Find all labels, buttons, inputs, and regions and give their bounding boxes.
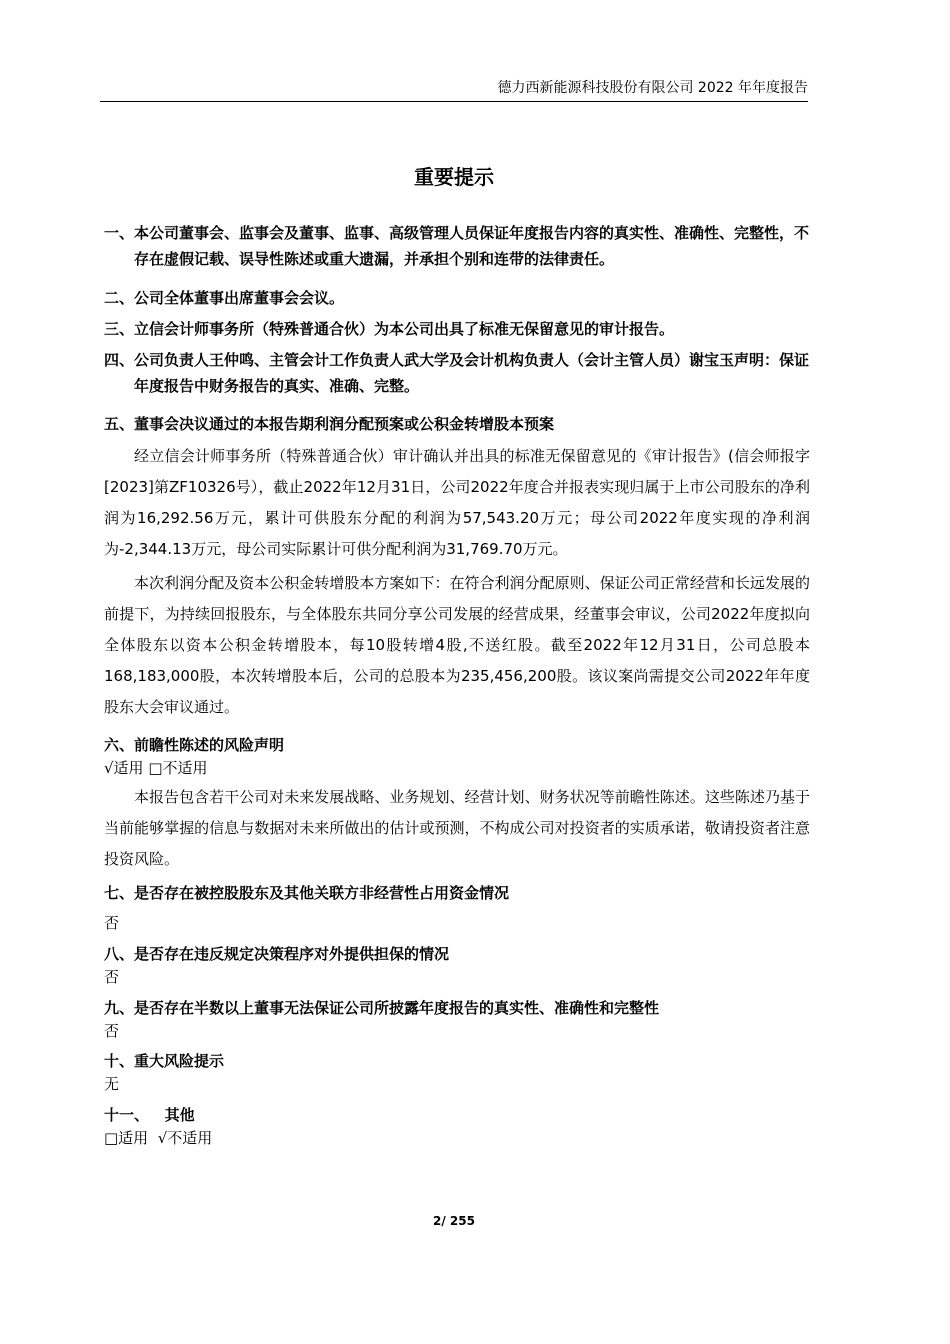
notice-item-2: 二、公司全体董事出席董事会会议。 xyxy=(104,289,345,307)
share-conversion-paragraph: 本次利润分配及资本公积金转增股本方案如下：在符合利润分配原则、保证公司正常经营和长远发展的前提下，为持续回报股东，与全体股东共同分享公司发展的经营成果，经董事会审议，公司2022年度拟向全体股东以资本公积金转增股本，每10股转增4股,不送红股。截至2022年12月31日，公司总股本168,183,000股，本次转增股本后，公司的总股本为235,456,200股。该议案尚需提交公司2022年年度股东大会审议通过。 xyxy=(104,574,810,716)
item-9-answer: 否 xyxy=(104,1022,120,1040)
running-header: 德力西新能源科技股份有限公司 2022 年年度报告 xyxy=(497,80,808,96)
notice-item-10: 十、重大风险提示 xyxy=(104,1052,225,1070)
notice-item-5: 五、董事会决议通过的本报告期利润分配预案或公积金转增股本预案 xyxy=(104,415,555,433)
notice-item-7: 七、是否存在被控股股东及其他关联方非经营性占用资金情况 xyxy=(104,884,510,902)
notice-item-8: 八、是否存在违反规定决策程序对外提供担保的情况 xyxy=(104,945,450,963)
item-10-answer: 无 xyxy=(104,1075,120,1093)
item-11-applicability: □适用 √不适用 xyxy=(104,1129,213,1147)
notice-item-11: 十一、 其他 xyxy=(104,1106,195,1124)
item-7-answer: 否 xyxy=(104,914,120,932)
item-8-answer: 否 xyxy=(104,968,120,986)
profit-distribution-paragraph: 经立信会计师事务所（特殊普通合伙）审计确认并出具的标准无保留意见的《审计报告》(信会师报字[2023]第ZF10326号），截止2022年12月31日，公司2022年度合并报表实现归属于上市公司股东的净利润为16,292.56万元，累计可供股东分配的利润为57,543.20万元；母公司2022年度实现的净利润为-2,344.13万元，母公司实际累计可供分配利润为31,769.70万元。 xyxy=(104,447,810,558)
forward-looking-paragraph: 本报告包含若干公司对未来发展战略、业务规划、经营计划、财务状况等前瞻性陈述。这些陈述乃基于当前能够掌握的信息与数据对未来所做出的估计或预测，不构成公司对投资者的实质承诺，敬请投资者注意投资风险。 xyxy=(104,788,810,868)
page-title: 重要提示 xyxy=(414,165,494,189)
notice-item-4: 四、公司负责人王仲鸣、主管会计工作负责人武大学及会计机构负责人（会计主管人员）谢宝玉声明：保证年度报告中财务报告的真实、准确、完整。 xyxy=(104,351,810,395)
notice-item-9: 九、是否存在半数以上董事无法保证公司所披露年度报告的真实性、准确性和完整性 xyxy=(104,999,660,1017)
notice-item-1: 一、本公司董事会、监事会及董事、监事、高级管理人员保证年度报告内容的真实性、准确性、完整性，不存在虚假记载、误导性陈述或重大遗漏，并承担个别和连带的法律责任。 xyxy=(104,224,810,268)
header-divider xyxy=(100,101,808,102)
page-number: 2/ 255 xyxy=(433,1214,475,1228)
notice-item-3: 三、立信会计师事务所（特殊普通合伙）为本公司出具了标准无保留意见的审计报告。 xyxy=(104,320,675,338)
item-6-applicability: √适用 □不适用 xyxy=(104,759,208,777)
notice-item-6: 六、前瞻性陈述的风险声明 xyxy=(104,736,285,754)
